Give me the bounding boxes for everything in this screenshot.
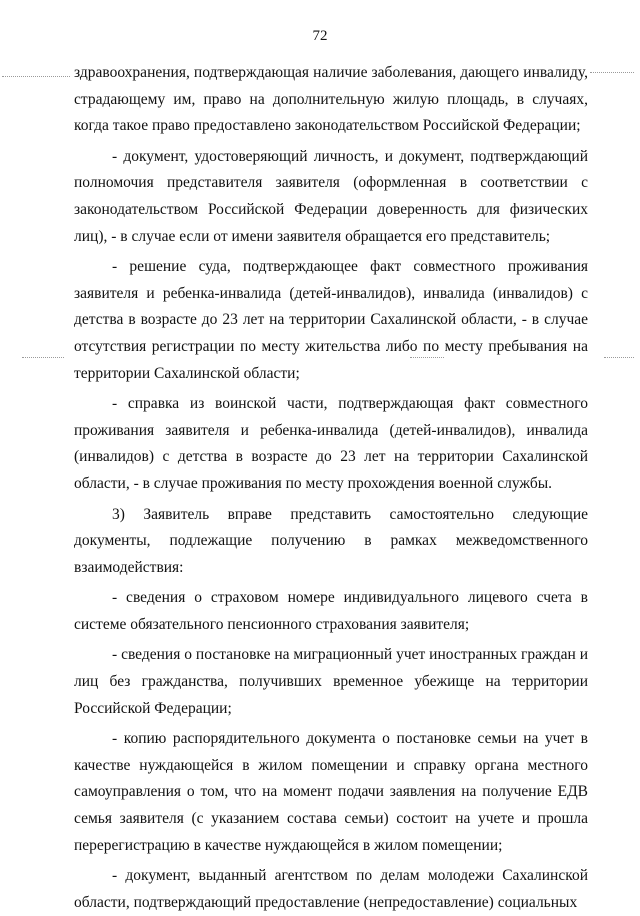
page-number: 72 xyxy=(312,28,328,44)
paragraph-insurance-number: - сведения о страховом номере индивидуального лицевого счета в системе обязательного пенсионного страхования заявителя; xyxy=(74,589,588,633)
paragraph-housing-registry: - копию распорядительного документа о постановке семьи на учет в качестве нуждающейся в жилом помещении и справку органа местного самоуправления о том, что на момент подачи заявления на получение ЕДВ семья заявителя (с указанием состава семьи) состоит на учете и прошла перерегистрацию в качестве нуждающейся в жилом помещении; xyxy=(74,730,588,854)
scan-artifact xyxy=(604,357,634,358)
paragraph-migration-registration: - сведения о постановке на миграционный учет иностранных граждан и лиц без гражданства, получивших временное убежище на территории Российской Федерации; xyxy=(74,646,588,717)
scan-artifact xyxy=(22,357,64,358)
paragraph-applicant-right: 3) Заявитель вправе представить самостоятельно следующие документы, подлежащие получению в рамках межведомственного взаимодействия: xyxy=(74,505,588,576)
paragraph-court-decision: - решение суда, подтверждающее факт совместного проживания заявителя и ребенка-инвалида (детей-инвалидов), инвалида (инвалидов) с детства в возрасте до 23 лет на территории Сахалинской области, - в случае отсутствия регистрации по месту жительства либо по месту пребывания на территории Сахалинской области; xyxy=(74,258,588,382)
paragraph-military-certificate: - справка из воинской части, подтверждающая факт совместного проживания заявителя и ребенка-инвалида (детей-инвалидов), инвалида (инвалидов) с детства в возрасте до 23 лет на территории Сахалинской области, - в случае проживания по месту прохождения военной службы. xyxy=(74,395,588,492)
paragraph-continuation: здравоохранения, подтверждающая наличие заболевания, дающего инвалиду, страдающему им, право на дополнительную жилую площадь, в случаях, когда такое право предоставлено законодательством Российской Федерации; xyxy=(74,64,588,135)
paragraph-youth-agency-document: - документ, выданный агентством по делам молодежи Сахалинской области, подтверждающий предоставление (непредоставление) социальных xyxy=(74,867,588,911)
scan-artifact xyxy=(2,76,70,77)
document-body xyxy=(74,60,588,916)
paragraph-identity-document: - документ, удостоверяющий личность, и документ, подтверждающий полномочия представителя заявителя (оформленная в соответствии с законодательством Российской Федерации доверенность для физических лиц), - в случае если от имени заявителя обращается его представитель; xyxy=(74,147,588,245)
scan-artifact xyxy=(590,72,634,73)
